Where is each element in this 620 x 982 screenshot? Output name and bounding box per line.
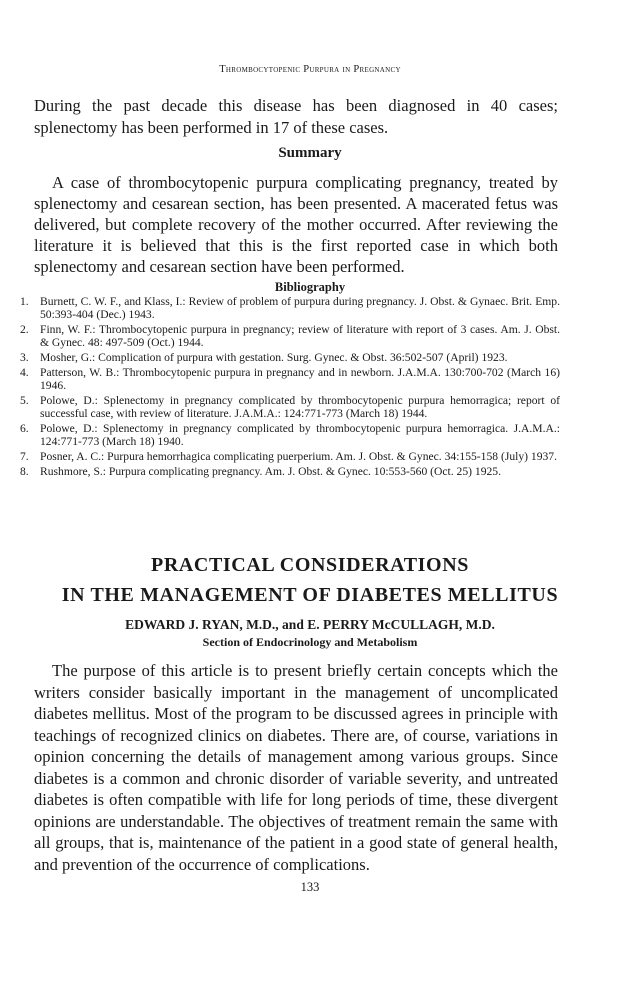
entry-number: 8. [20,464,29,478]
article-title-line-1: PRACTICAL CONSIDERATIONS [151,554,469,576]
bibliography-entry [20,465,560,478]
entry-text: Mosher, G.: Complication of purpura with gestation. Surg. Gynec. & Obst. 36:502-507 (April) 1923. [40,351,508,364]
entry-text: Patterson, W. B.: Thrombocytopenic purpura in pregnancy and in newborn. J.A.M.A. 130:700-702 (March 16) 1946. [40,365,560,392]
intro-paragraph: During the past decade this disease has been diagnosed in 40 cases; splenectomy has been performed in 17 of these cases. [34,96,558,137]
running-head: Thrombocytopenic Purpura in Pregnancy [219,64,401,75]
article-title-line-2: IN THE MANAGEMENT OF DIABETES MELLITUS [61,584,559,606]
entry-text: Burnett, C. W. F., and Klass, I.: Review of problem of purpura during pregnancy. J. Obst. & Gynaec. Brit. Emp. 50:393-404 (Dec.) 1943. [40,295,560,322]
entry-text: Posner, A. C.: Purpura hemorrhagica complicating puerperium. Am. J. Obst. & Gynec. 34:155-158 (July) 1937. [40,449,557,463]
entry-number: 7. [20,449,29,463]
bibliography-list [20,295,560,479]
entry-text: Rushmore, S.: Purpura complicating pregnancy. Am. J. Obst. & Gynec. 10:553-560 (Oct. 25) 1925. [40,464,501,478]
entry-number: 5. [20,393,29,407]
entry-number: 4. [20,365,29,379]
article-body-paragraph: The purpose of this article is to present briefly certain concepts which the writers consider basically important in the management of uncomplicated diabetes mellitus. Most of the program to be discussed agrees in principle with teachings of recognized clinics on diabetes. There are, of course, variations in opinion concerning the details of management among various groups. Since diabetes is a common and chronic disorder of variable severity, and untreated diabetes is often compatible with life for long periods of time, these divergent opinions are understandable. The objectives of treatment remain the same with all groups, that is, maintenance of the patient in a good state of general health, and prevention of the occurrence of complications. [34,661,558,874]
article-section: Section of Endocrinology and Metabolism [202,635,418,649]
bibliography-entry [20,366,560,392]
bibliography-entry [20,351,560,364]
bibliography-heading: Bibliography [274,280,346,294]
article-authors: EDWARD J. RYAN, M.D., and E. PERRY McCULLAGH, M.D. [125,617,495,632]
entry-number: 1. [20,295,29,308]
bibliography-entry [20,422,560,448]
entry-number: 6. [20,421,29,435]
entry-text: Finn, W. F.: Thrombocytopenic purpura in pregnancy; review of literature with report of 3 cases. Am. J. Obst. & Gynec. 48: 497-509 (Oct.) 1944. [40,323,560,350]
summary-heading: Summary [278,145,342,161]
entry-text: Polowe, D.: Splenectomy in pregnancy complicated by thrombocytopenic purpura hemorragica. J.A.M.A.: 124:771-773 (March 18) 1940. [40,421,560,448]
bibliography-entry [20,450,560,463]
bibliography-entry [20,323,560,349]
page-number: 133 [300,880,320,894]
summary-paragraph: A case of thrombocytopenic purpura complicating pregnancy, treated by splenectomy and cesarean section, has been presented. A macerated fetus was delivered, but complete recovery of the mother occurred. After reviewing the literature it is believed that this is the first reported case in which both splenectomy and cesarean section have been performed. [34,173,558,276]
article-title [0,550,620,610]
bibliography-entry [20,295,560,321]
entry-text: Polowe, D.: Splenectomy in pregnancy complicated by thrombocytopenic purpura hemorragica; report of successful case, with review of literature. J.A.M.A.: 124:771-773 (March 18) 1944. [40,393,560,420]
entry-number: 3. [20,351,29,364]
entry-number: 2. [20,323,29,336]
bibliography-entry [20,394,560,420]
